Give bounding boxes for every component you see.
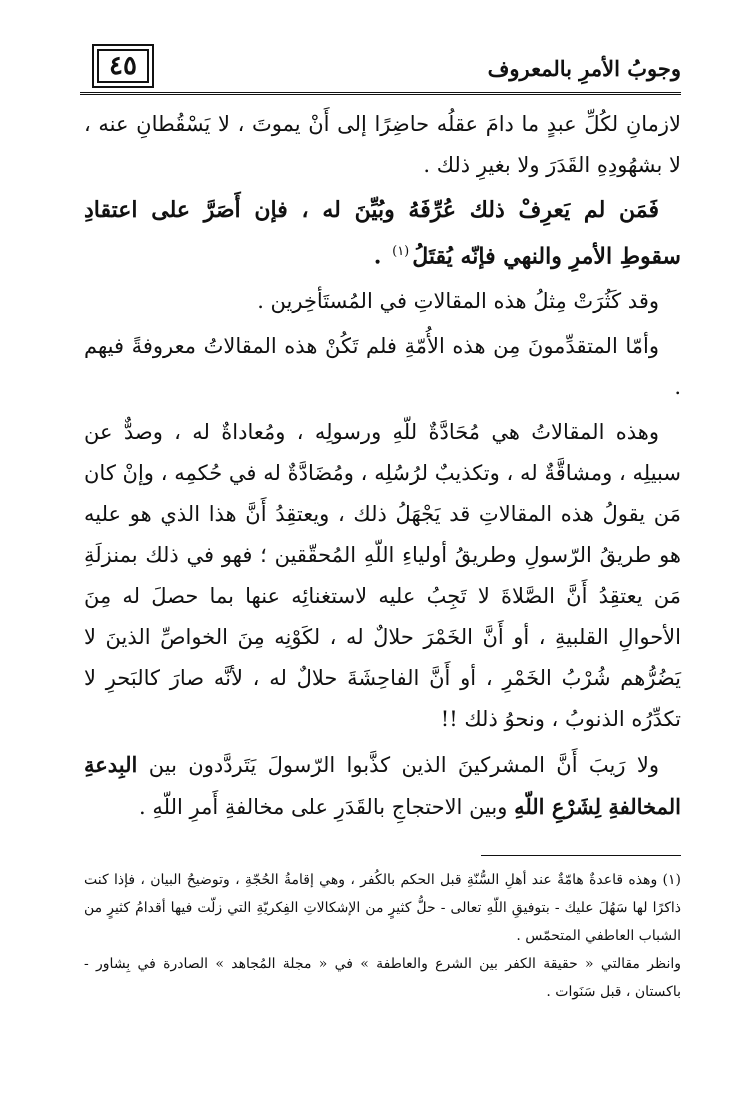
footnote-1-continued: وانظر مقالتي « حقيقة الكفر بين الشرع والعاطفة » في « مجلة المُجاهد » الصادرة في بِشاور - باكستان ، قبل سَنَوات .	[84, 956, 681, 1000]
paragraph-1: لازمانِ لكُلِّ عبدٍ ما دامَ عقلُه حاضِرًا إلى أَنْ يموتَ ، لا يَسْقُطانِ عنه ، لا بشهُودِهِ القَدَرَ ولا بغيرِ ذلك .	[84, 112, 681, 177]
paragraph-2-text: فَمَن لم يَعرِفْ ذلك عُرِّفَهُ وبُيِّنَ له ، فإن أَصَرَّ على اعتقادِ سقوطِ الأمرِ والنهي فإنّه يُقتَلُ	[84, 197, 681, 270]
running-title: وجوبُ الأمرِ بالمعروف	[487, 56, 681, 81]
paragraph-6-end: وبين الاحتجاجِ بالقَدَرِ على مخالفةِ أَمرِ اللّهِ .	[139, 795, 515, 820]
paragraph-6-bold: البِدعةِ المخالفةِ لِشَرْعِ اللّهِ	[84, 752, 681, 820]
page-header	[80, 44, 681, 90]
paragraph-2-end: .	[373, 243, 390, 270]
main-text	[84, 104, 681, 832]
footnotes	[84, 866, 681, 1006]
paragraph-5: وهذه المقالاتُ هي مُحَادَّةٌ للّهِ ورسولِه ، ومُعاداةٌ له ، وصدٌّ عن سبيلِه ، ومشاقَّةٌ له ، وتكذيبٌ لرُسُلِه ، ومُضَادَّةٌ له في حُكمِه ، وإنْ كان مَن يقولُ هذه المقالاتِ قد يَجْهَلُ ذلك ، ويعتقِدُ أَنَّ هذا الذي هو عليه هو طريقُ الرّسولِ وطريقُ أولياءِ اللّهِ المُحقّقين ؛ فهو في ذلك بمنزلَةِ مَن يعتقِدُ أَنَّ الصَّلاةَ لا تَجِبُ عليه لاستغنائِه عنها بما حصلَ له مِنَ الأحوالِ القلبيةِ ، أو أَنَّ الخَمْرَ حلالٌ له ، لكَوْنِه مِنَ الخواصِّ الذينَ لا يَضُرُّهم شُرْبُ الخَمْرِ ، أو أَنَّ الفاحِشَةَ حلالٌ له ، لأنَّه صارَ كالبَحرِ لا تكدِّرُه الذنوبُ ، ونحوُ ذلك !!	[84, 420, 681, 732]
paragraph-2	[84, 190, 681, 277]
page-number: ٤٥	[109, 51, 137, 81]
footnote-1: (١) وهذه قاعدةٌ هامّةٌ عند أهلِ السُّنّةِ قبل الحكم بالكُفر ، وهي إقامةُ الحُجّةِ ، وتوضيحُ البيان ، فإذا كنت ذاكرًا لها سَهُلَ عليك - بتوفيقِ اللّهِ تعالى - حلُّ كثيرٍ من الإشكالاتِ الفِكريّةِ التي زلّت فيها أقدامُ كثيرٍ من الشباب العاطفي المتحمّس .	[84, 872, 681, 944]
page-number-box	[92, 44, 154, 88]
paragraph-4: وأمّا المتقدِّمونَ مِن هذه الأُمّةِ فلم تَكُنْ هذه المقالاتُ معروفةً فيهم .	[84, 334, 681, 400]
header-divider	[80, 92, 681, 95]
paragraph-3: وقد كَثُرَتْ مِثلُ هذه المقالاتِ في المُستَأخِرين .	[257, 289, 659, 314]
paragraph-6-start: ولا رَيبَ أَنَّ المشركينَ الذين كذَّبوا الرّسولَ يَتَردَّدون بين	[137, 753, 659, 778]
paragraph-6	[84, 744, 681, 828]
footnote-reference[interactable]: (١)	[392, 244, 410, 259]
footnote-divider	[481, 855, 681, 856]
